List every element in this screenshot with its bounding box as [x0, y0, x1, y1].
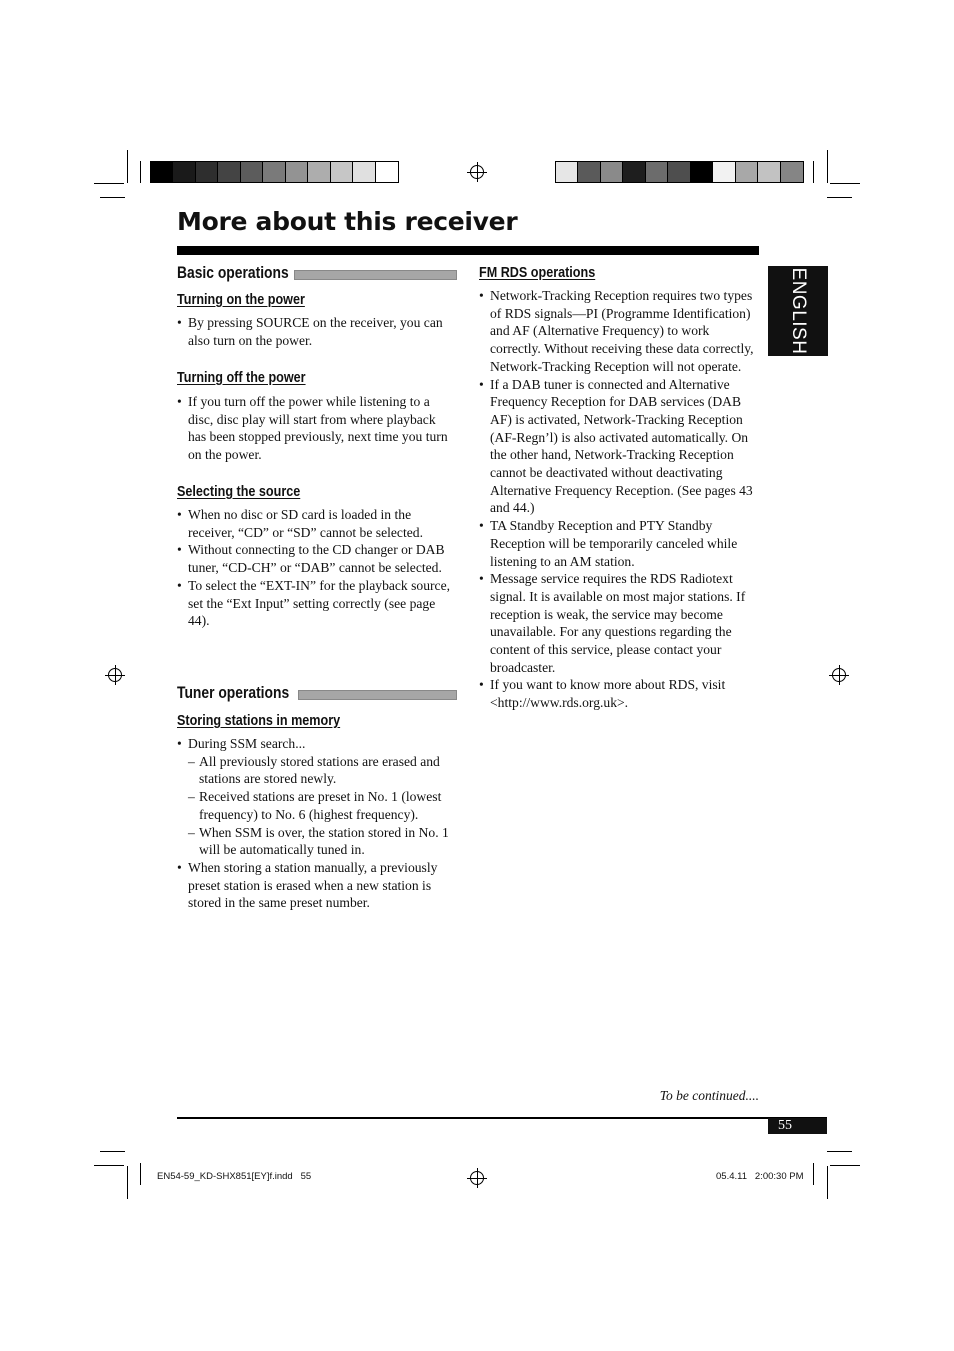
fm-rds-list	[479, 287, 754, 712]
slug-file-info: EN54-59_KD-SHX851[EY]f.indd 55	[157, 1171, 312, 1182]
crop-mark	[127, 1166, 128, 1199]
sub-list-item: – When SSM is over, the station stored in No. 1 will be automatically tuned in.	[188, 824, 457, 859]
list-item-text: During SSM search...	[188, 736, 306, 751]
crop-mark	[830, 183, 860, 184]
swatch	[668, 162, 690, 182]
swatch	[556, 162, 578, 182]
swatch	[578, 162, 600, 182]
list-item: • Network-Tracking Reception requires two types of RDS signals—PI (Programme Identification) and AF (Alternative Frequency) to work correctly. Without receiving these data correctly, Network-Tracking Reception will not operate.	[479, 287, 754, 376]
list-item	[177, 735, 457, 859]
swatch	[263, 162, 285, 182]
swatch	[736, 162, 758, 182]
crop-mark	[827, 197, 852, 198]
color-strip-left	[150, 161, 399, 183]
registration-mark-icon	[108, 668, 122, 682]
swatch	[601, 162, 623, 182]
crop-mark	[827, 150, 828, 183]
swatch	[196, 162, 218, 182]
tuner-operations-section	[177, 684, 457, 703]
crop-mark	[100, 1151, 125, 1152]
storing-list	[177, 735, 457, 912]
fm-rds-heading: FM RDS operations	[479, 264, 596, 281]
crop-mark	[127, 150, 128, 183]
crop-mark	[140, 161, 141, 183]
page-title: More about this receiver	[177, 207, 518, 236]
heading-bar	[294, 270, 457, 280]
crop-mark	[827, 1151, 852, 1152]
continued-note: To be continued....	[659, 1088, 759, 1103]
list-item: • By pressing SOURCE on the receiver, you can also turn on the power.	[177, 314, 457, 349]
language-tab-label: ENGLISH	[788, 267, 809, 355]
crop-mark	[827, 1166, 828, 1199]
language-tab	[768, 266, 828, 356]
list-item: • To select the “EXT-IN” for the playback source, set the “Ext Input” setting correctly (see page 44).	[177, 577, 457, 630]
basic-operations-section	[177, 264, 457, 283]
swatch	[376, 162, 398, 182]
power-on-list	[177, 314, 457, 349]
slug-date-info: 05.4.11 2:00:30 PM	[716, 1171, 804, 1182]
power-off-heading: Turning off the power	[177, 369, 306, 386]
registration-mark-icon	[470, 1171, 484, 1185]
crop-mark	[140, 1163, 141, 1185]
list-item: • When storing a station manually, a previously preset station is erased when a new station is stored in the same preset number.	[177, 859, 457, 912]
power-off-list	[177, 393, 457, 464]
crop-mark	[94, 183, 124, 184]
swatch	[151, 162, 173, 182]
list-item: • When no disc or SD card is loaded in the receiver, “CD” or “SD” cannot be selected.	[177, 506, 457, 541]
swatch	[691, 162, 713, 182]
color-strip-right	[555, 161, 804, 183]
list-item: • Without connecting to the CD changer or DAB tuner, “CD-CH” or “DAB” cannot be selected.	[177, 541, 457, 576]
swatch	[241, 162, 263, 182]
swatch	[331, 162, 353, 182]
page-number-box	[768, 1118, 827, 1134]
swatch	[623, 162, 645, 182]
sub-list-item: – All previously stored stations are erased and stations are stored newly.	[188, 753, 457, 788]
swatch	[308, 162, 330, 182]
source-heading: Selecting the source	[177, 483, 301, 500]
swatch	[713, 162, 735, 182]
footer-rule	[177, 1117, 827, 1119]
heading-bar	[298, 690, 457, 700]
power-on-heading: Turning on the power	[177, 291, 305, 308]
source-list	[177, 506, 457, 630]
basic-operations-heading: Basic operations	[177, 264, 289, 282]
swatch	[173, 162, 195, 182]
swatch	[353, 162, 375, 182]
page-number: 55	[778, 1118, 792, 1133]
registration-mark-icon	[832, 668, 846, 682]
list-item: • If you want to know more about RDS, visit <http://www.rds.org.uk>.	[479, 676, 754, 711]
swatch	[218, 162, 240, 182]
crop-mark	[94, 1165, 124, 1166]
title-rule	[177, 246, 759, 255]
swatch	[286, 162, 308, 182]
list-item: • Message service requires the RDS Radiotext signal. It is available on most major stations. If reception is weak, the service may become unavailable. For any questions regarding the content of this service, please contact your broadcaster.	[479, 570, 754, 676]
storing-heading: Storing stations in memory	[177, 712, 341, 729]
crop-mark	[830, 1165, 860, 1166]
swatch	[758, 162, 780, 182]
crop-mark	[813, 161, 814, 183]
swatch	[646, 162, 668, 182]
registration-mark-icon	[470, 165, 484, 179]
list-item: • TA Standby Reception and PTY Standby Reception will be temporarily canceled while listening to an AM station.	[479, 517, 754, 570]
crop-mark	[813, 1163, 814, 1185]
sub-list	[188, 753, 457, 859]
list-item: • If you turn off the power while listening to a disc, disc play will start from where playback has been stopped previously, next time you turn on the power.	[177, 393, 457, 464]
swatch	[781, 162, 803, 182]
crop-mark	[100, 197, 125, 198]
sub-list-item: – Received stations are preset in No. 1 (lowest frequency) to No. 6 (highest frequency).	[188, 788, 457, 823]
list-item: • If a DAB tuner is connected and Alternative Frequency Reception for DAB services (DAB AF) is activated, Network-Tracking Reception (AF-Regn’l) is also activated automatically. On the other hand, Network-Tracking Reception cannot be deactivated without deactivating Alternative Frequency Reception. (See pages 43 and 44.)	[479, 376, 754, 518]
tuner-operations-heading: Tuner operations	[177, 684, 290, 702]
